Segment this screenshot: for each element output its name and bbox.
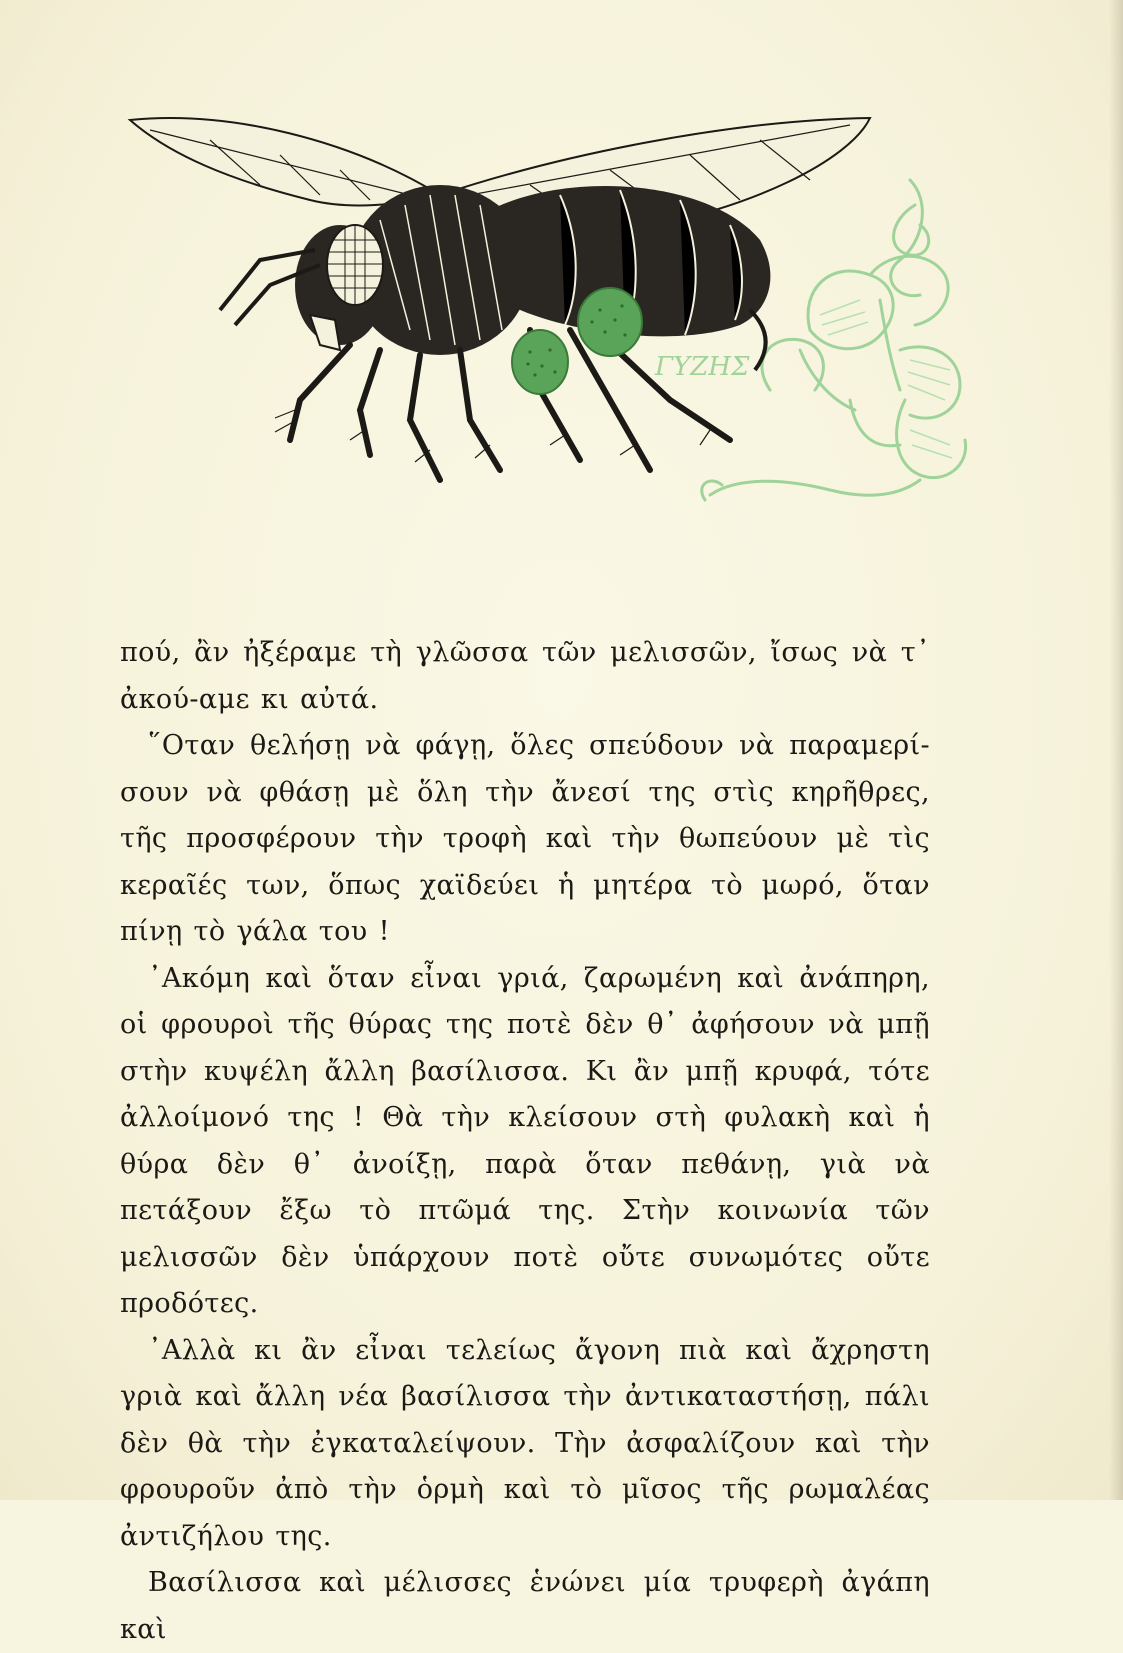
paragraph-1: πού, ἂν ἠξέραμε τὴ γλῶσσα τῶν μελισσῶν, ἴσως νὰ τ᾽ ἀκού-αμε κι αὐτά. [120,637,930,715]
bee-and-violet-drawing [110,100,990,530]
paragraph-3: ᾽Ακόμη καὶ ὅταν εἶναι γριά, ζαρωμένη καὶ ἀνάπηρη, οἱ φρουροὶ τῆς θύρας της ποτὲ δὲν θ᾽ ἀφήσουν νὰ μπῇ στὴν κυψέλη ἄλλη βασίλισσα. Κι ἂν μπῇ κρυφά, τότε ἀλλοίμονό της ! Θὰ τὴν κλείσουν στὴ φυλακὴ καὶ ἡ θύρα δὲν θ᾽ ἀνοίξῃ, παρὰ ὅταν πεθάνῃ, γιὰ νὰ πετάξουν ἔξω τὸ πτῶμά της. Στὴν κοινωνία τῶν μελισσῶν δὲν ὑπάρχουν ποτὲ οὔτε συνωμότες οὔτε προδότες. [120,962,930,1319]
paragraph-2: ῞Οταν θελήσῃ νὰ φάγῃ, ὅλες σπεύδουν νὰ παραμερί-σουν νὰ φθάσῃ μὲ ὅλη τὴν ἄνεσί της στὶς κηρῆθρες, τῆς προσφέρουν τὴν τροφὴ καὶ τὴν θωπεύουν μὲ τὶς κεραῖές των, ὅπως χαϊδεύει ἡ μητέρα τὸ μωρό, ὅταν πίνῃ τὸ γάλα του ! [120,730,930,947]
bee-head [295,225,385,350]
artist-signature: ΓΥΖΗΣ [655,352,750,382]
bee-legs [290,325,730,480]
bee-illustration [110,100,990,530]
paragraph-4: ᾽Αλλὰ κι ἂν εἶναι τελείως ἄγονη πιὰ καὶ ἄχρηστη γριὰ καὶ ἄλλη νέα βασίλισσα τὴν ἀντικαταστήσῃ, πάλι δὲν θὰ τὴν ἐγκαταλείψουν. Τὴν ἀσφαλίζουν καὶ τὴν φρουροῦν ἀπὸ τὴν ὁρμὴ καὶ τὸ μῖσος τῆς ρωμαλέας ἀντιζήλου της. [120,1334,930,1552]
paragraph-5: Βασίλισσα καὶ μέλισσες ἑνώνει μία τρυφερὴ ἀγάπη καὶ [120,1567,930,1645]
page-edge-shadow [1109,0,1123,1500]
flower-hatching [820,300,952,458]
